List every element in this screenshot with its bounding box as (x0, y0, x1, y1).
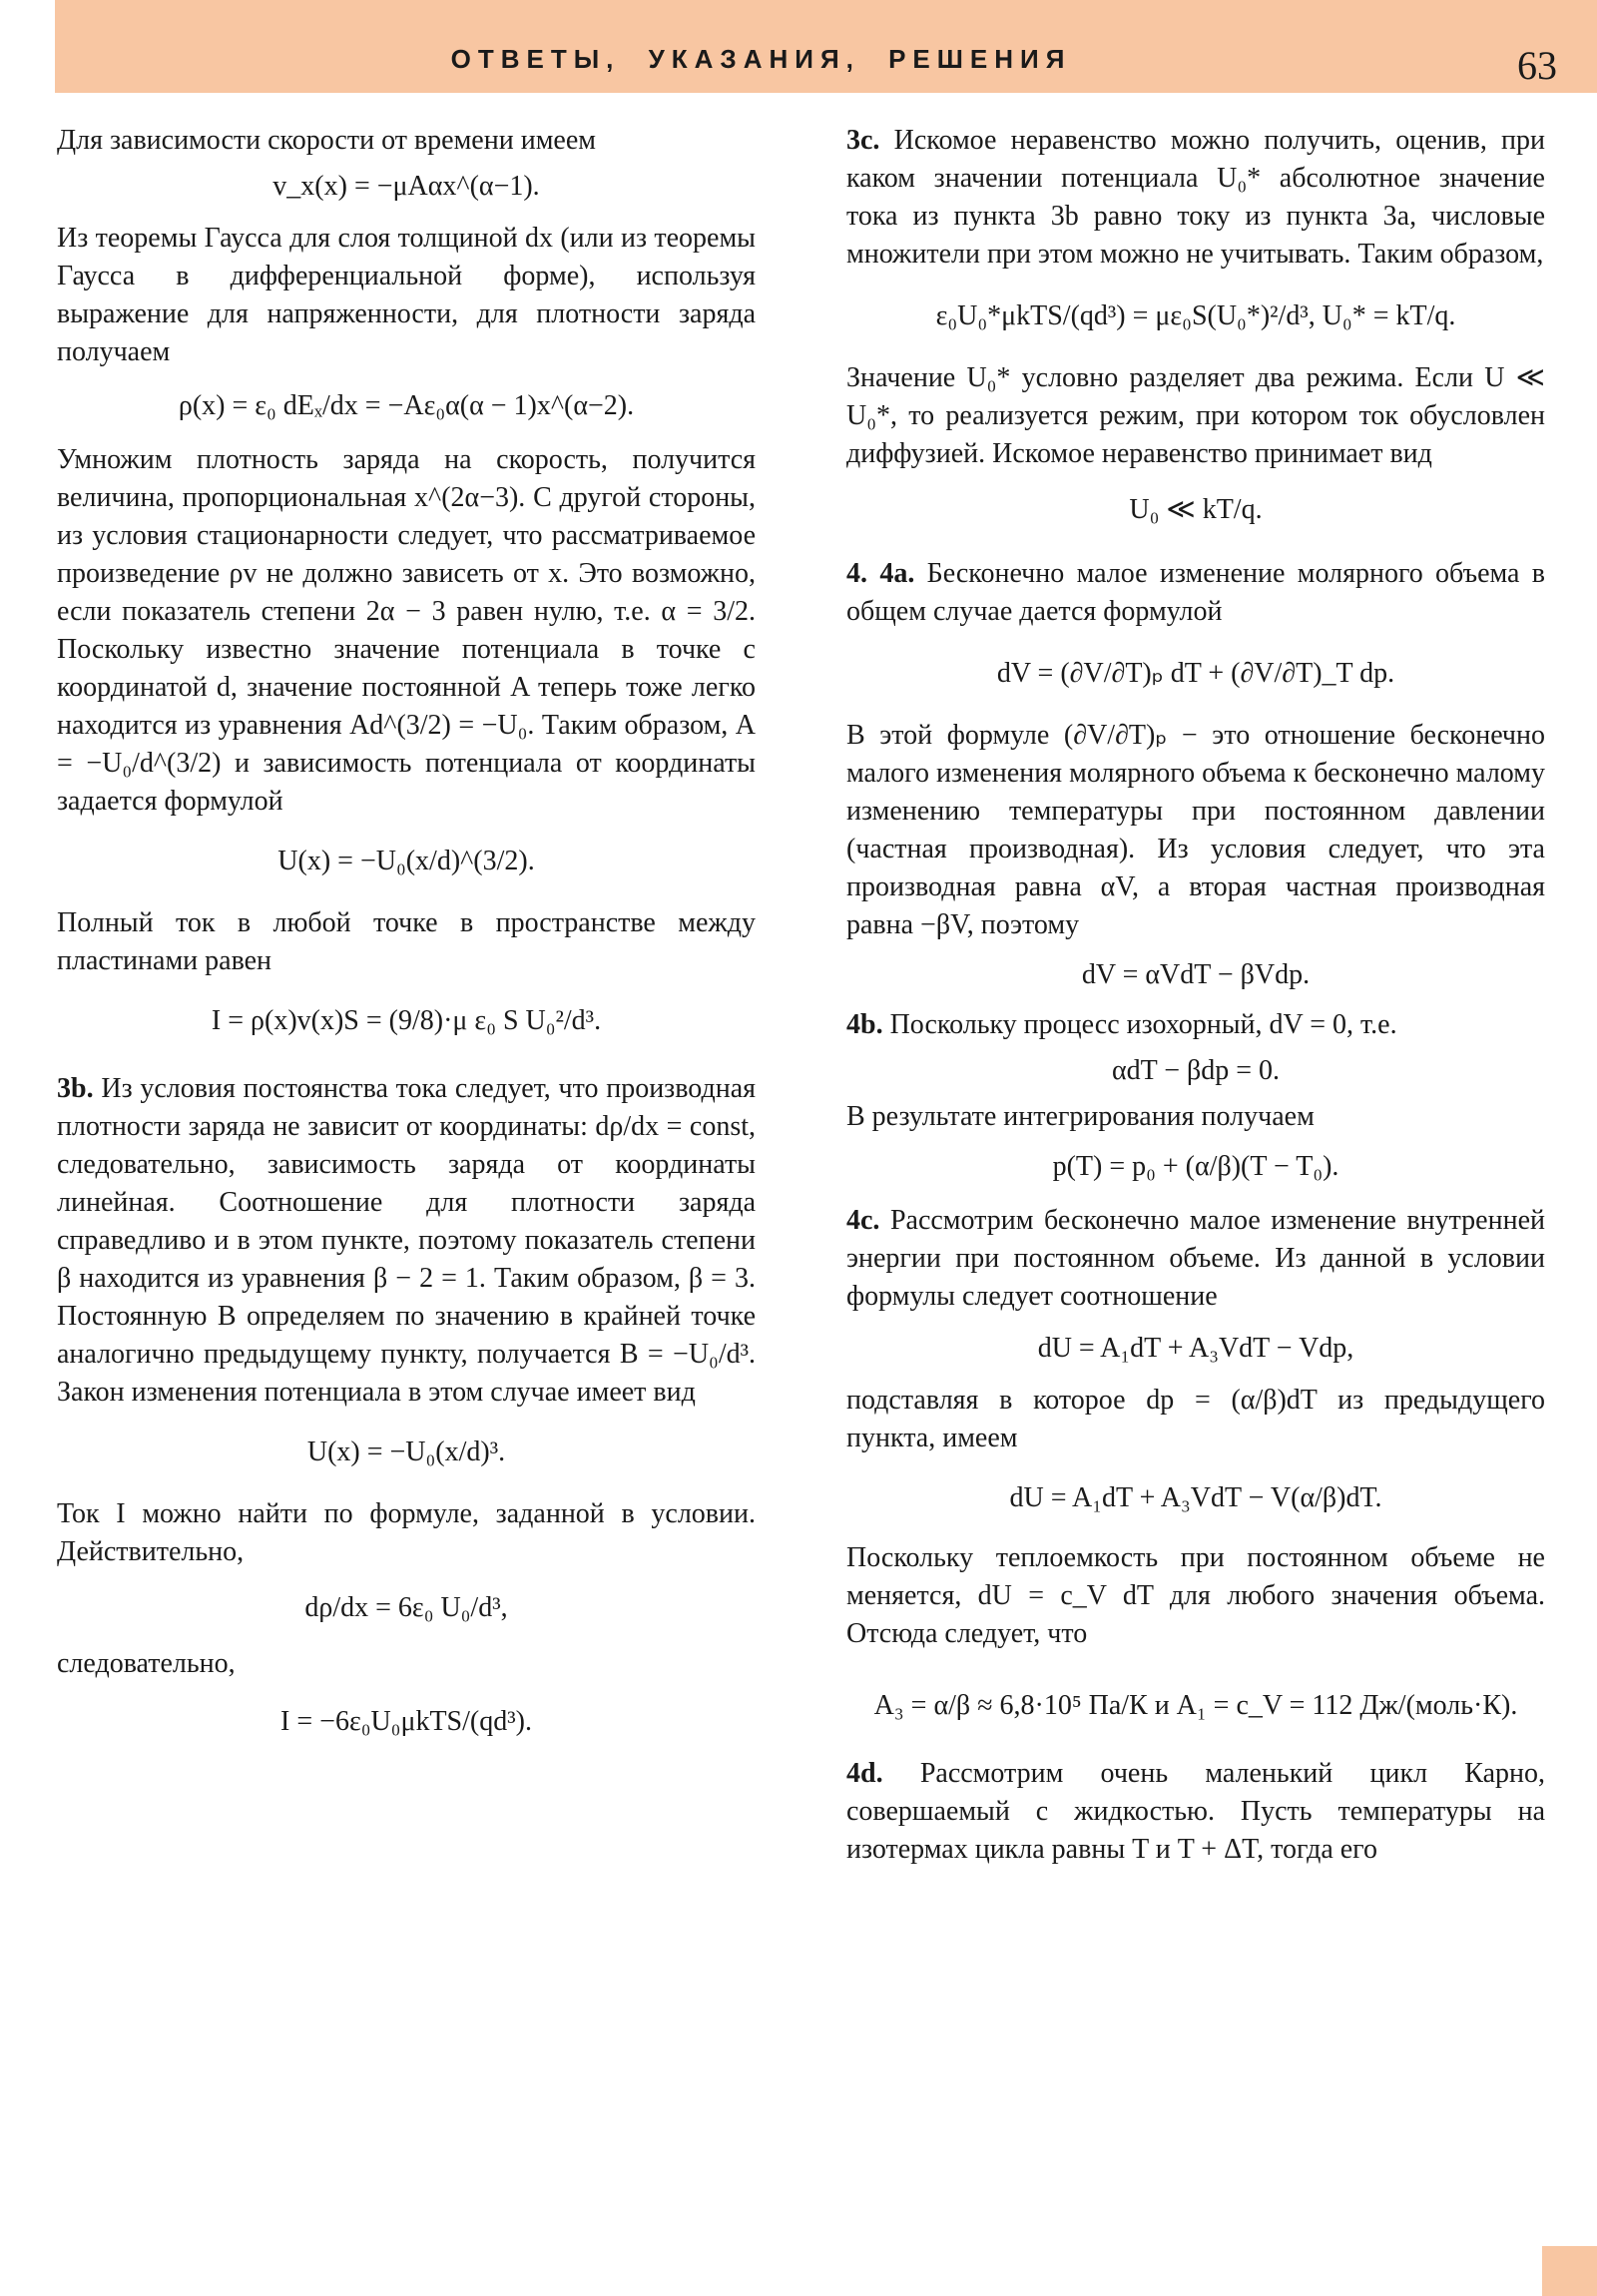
right-column (846, 122, 1545, 1869)
paragraph: Для зависимости скорости от времени имеем (57, 125, 596, 156)
formula-potential-2: U(x) = −U₀(x/d)³. (306, 1436, 506, 1467)
section-3b (57, 1070, 756, 1412)
formula-rho: ρ(x) = ε₀ dEₓ/dx = −Aε₀α(α − 1)x^(α−2). (178, 390, 635, 421)
corner-tab (1542, 2246, 1597, 2296)
formula-3c: ε₀U₀*μkTS/(qd³) = με₀S(U₀*)²/d³, U₀* = kT/q. (935, 300, 1456, 331)
paragraph: Значение U₀* условно разделяет два режима. Если U ≪ U₀*, то реализуется режим, при котором ток обусловлен диффузией. Искомое неравенство принимает вид (846, 362, 1545, 469)
section-text: Бесконечно малое изменение молярного объема в общем случае дается формулой (846, 558, 1546, 627)
paragraph: Ток I можно найти по формуле, заданной в условии. Действительно, (57, 1498, 756, 1567)
section-4d (846, 1755, 1545, 1869)
section-text: Поскольку процесс изохорный, dV = 0, т.е. (889, 1009, 1397, 1040)
formula-dU1: dU = A₁dT + A₃VdT − Vdp, (1037, 1333, 1354, 1364)
paragraph: следовательно, (57, 1648, 236, 1679)
section-label: 4c. (846, 1205, 880, 1236)
left-column (57, 122, 756, 1741)
section-text: Рассмотрим очень маленький цикл Карно, совершаемый с жидкостью. Пусть температуры на изотермах цикла равны T и T + ΔT, тогда его (846, 1758, 1546, 1865)
section-3c (846, 122, 1545, 274)
paragraph: В результате интегрирования получаем (846, 1101, 1315, 1132)
section-label: 3b. (57, 1073, 94, 1104)
formula-4b: αdT − βdp = 0. (1111, 1055, 1281, 1086)
section-4b (846, 1006, 1545, 1044)
paragraph: Поскольку теплоемкость при постоянном объеме не меняется, dU = c_V dT для любого значения объема. Отсюда следует, что (846, 1542, 1545, 1649)
section-text: Из условия постоянства тока следует, что производная плотности заряда не зависит от координаты: dρ/dx = const, следовательно, зависимость заряда от координаты линейная. Соотношение для плотности заряда справедливо и в этом пункте, поэтому показатель степени β находится из уравнения β − 2 = 1. Таким образом, β = 3. Постоянную B определяем по значению в крайней точке аналогично предыдущему пункту, получается B = −U₀/d³. Закон изменения потенциала в этом случае имеет вид (57, 1073, 757, 1408)
formula-current-2: I = −6ε₀U₀μkTS/(qd³). (280, 1706, 532, 1737)
paragraph: подставляя в которое dp = (α/β)dT из предыдущего пункта, имеем (846, 1385, 1545, 1453)
section-text: Искомое неравенство можно получить, оценив, при каком значении потенциала U₀* абсолютное значение тока из пункта 3b равно току из пункта 3a, числовые множители при этом можно не учитывать. Таким образом, (846, 125, 1545, 270)
formula-A3: A₃ = α/β ≈ 6,8·10⁵ Па/К и A₁ = c_V = 112 Дж/(моль·К). (873, 1690, 1518, 1721)
paragraph: Умножим плотность заряда на скорость, получится величина, пропорциональная x^(2α−3). С другой стороны, из условия стационарности следует, что рассматриваемое произведение ρv не должно зависеть от x. Это возможно, если показатель степени 2α − 3 равен нулю, т.е. α = 3/2. Поскольку известно значение потенциала в точке с координатой d, значение постоянной A теперь тоже легко находится из уравнения Ad^(3/2) = −U₀. Таким образом, A = −U₀/d^(3/2) и зависимость потенциала от координаты задается формулой (57, 444, 756, 817)
formula-dU2: dU = A₁dT + A₃VdT − V(α/β)dT. (1009, 1482, 1382, 1513)
page-number: 63 (1517, 43, 1557, 88)
formula-current-1: I = ρ(x)v(x)S = (9/8)·μ ε₀ S U₀²/d³. (211, 1005, 602, 1036)
section-label: 3c. (846, 125, 880, 156)
section-label: 4d. (846, 1758, 883, 1789)
section-label: 4b. (846, 1009, 883, 1040)
header-title: ОТВЕТЫ, УКАЗАНИЯ, РЕШЕНИЯ (450, 44, 1072, 74)
page-header (55, 0, 1597, 93)
formula-pT: p(T) = p₀ + (α/β)(T − T₀). (1052, 1151, 1339, 1182)
formula-potential-1: U(x) = −U₀(x/d)^(3/2). (277, 846, 535, 876)
paragraph: В этой формуле (∂V/∂T)ₚ − это отношение бесконечно малого изменения молярного объема к бесконечно малому изменению температуры при постоянном давлении (частная производная). Из условия следует, что эта производная равна αV, а вторая частная производная равна −βV, поэтому (846, 720, 1545, 940)
section-text: Рассмотрим бесконечно малое изменение внутренней энергии при постоянном объеме. Из данной в условии формулы следует соотношение (846, 1205, 1545, 1312)
formula-drho: dρ/dx = 6ε₀ U₀/d³, (304, 1592, 508, 1623)
section-label: 4. 4a. (846, 558, 915, 589)
section-4a (846, 555, 1545, 631)
section-4c (846, 1202, 1545, 1316)
paragraph: Полный ток в любой точке в пространстве между пластинами равен (57, 907, 756, 976)
formula-inequality: U₀ ≪ kT/q. (1129, 494, 1263, 525)
paragraph: Из теоремы Гаусса для слоя толщиной dx (или из теоремы Гаусса в дифференциальной форме), используя выражение для напряженности, для плотности заряда получаем (57, 223, 756, 367)
formula-vx: v_x(x) = −μAαx^(α−1). (272, 171, 540, 202)
formula-dV2: dV = αVdT − βVdp. (1081, 959, 1311, 990)
formula-dV: dV = (∂V/∂T)ₚ dT + (∂V/∂T)_T dp. (996, 658, 1395, 689)
